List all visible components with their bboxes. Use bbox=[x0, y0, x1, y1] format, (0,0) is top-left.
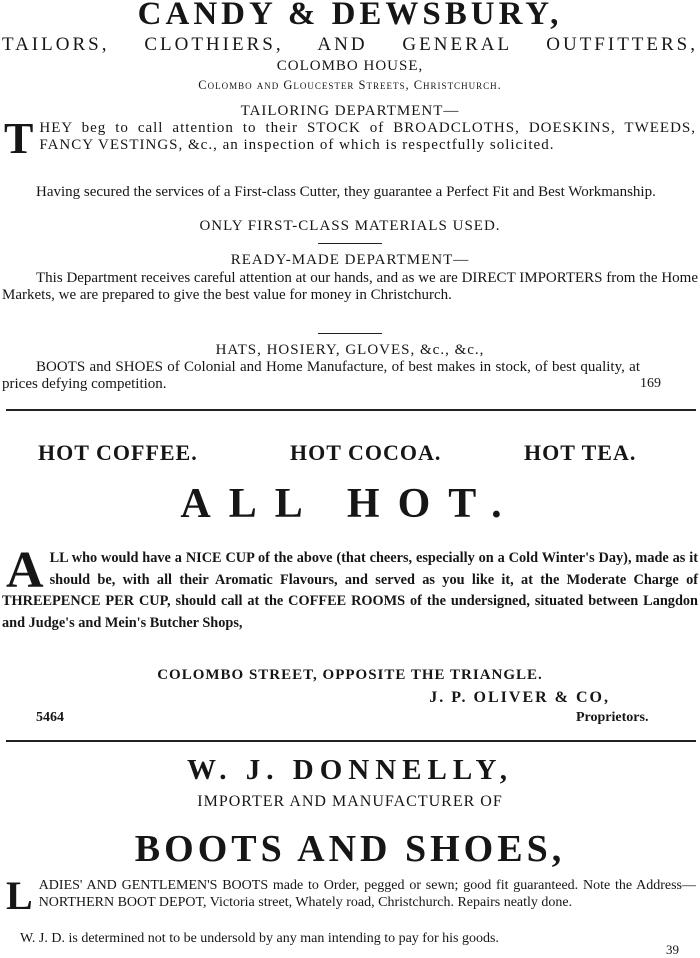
donnelly-name: W. J. DONNELLY, bbox=[186, 754, 514, 786]
undersold-line: W. J. D. is determined not to be undersold by any man intending to pay for his goods. bbox=[20, 931, 499, 946]
proprietors-label: Proprietors. bbox=[576, 710, 649, 725]
all-hot-headline: ALL HOT. bbox=[180, 481, 520, 527]
drop-cap-a: A bbox=[6, 542, 44, 599]
coffee-rooms-text: LL who would have a NICE CUP of the above (that cheers, especially on a Cold Winter's Day), made as it should be, with all their Aromatic Flavours, and served as you like it, at the Moderate Charge of THREEPENCE PER CUP, should call at the COFFEE ROOMS of the undersigned, situated between Langdon and Judge's and Mein's Butcher Shops, bbox=[2, 550, 698, 631]
house-name: COLOMBO HOUSE, bbox=[276, 58, 424, 74]
drop-cap-t: T bbox=[4, 114, 34, 163]
readymade-paragraph: This Department receives careful attention at our hands, and as we are DIRECT IMPORTERS from the Home Markets, we are prepared to give the best value for money in Christchurch. bbox=[2, 270, 698, 303]
proprietor-name: J. P. OLIVER & CO, bbox=[429, 689, 610, 706]
cutter-paragraph: Having secured the services of a First-class Cutter, they guarantee a Perfect Fit and Best Workmanship. bbox=[36, 184, 656, 200]
materials-line: ONLY FIRST-CLASS MATERIALS USED. bbox=[199, 218, 501, 234]
boots-headline: BOOTS AND SHOES, bbox=[134, 828, 566, 870]
street-line: COLOMBO STREET, OPPOSITE THE TRIANGLE. bbox=[157, 667, 543, 683]
hot-coffee: HOT COFFEE. bbox=[38, 440, 198, 465]
boots-paragraph: BOOTS and SHOES of Colonial and Home Manufacture, of best makes in stock, of best quality, at prices defying competition. bbox=[2, 359, 640, 392]
hot-drinks-line bbox=[0, 440, 700, 470]
section-divider bbox=[6, 409, 696, 411]
tailoring-heading: TAILORING DEPARTMENT— bbox=[240, 103, 460, 119]
boots-paragraph bbox=[0, 873, 700, 918]
section-divider bbox=[6, 740, 696, 742]
ad-number: 5464 bbox=[36, 710, 64, 725]
short-divider bbox=[318, 243, 382, 244]
hot-cocoa: HOT COCOA. bbox=[290, 440, 442, 465]
short-divider bbox=[318, 333, 382, 334]
trades-line: TAILORS, CLOTHIERS, AND GENERAL OUTFITTERS, bbox=[2, 34, 698, 55]
address-line: Colombo and Gloucester Streets, Christchurch. bbox=[198, 78, 502, 92]
hats-heading: HATS, HOSIERY, GLOVES, &c., &c., bbox=[215, 342, 485, 358]
importer-line: IMPORTER AND MANUFACTURER OF bbox=[197, 793, 503, 810]
readymade-heading: READY-MADE DEPARTMENT— bbox=[230, 252, 470, 268]
coffee-rooms-paragraph bbox=[0, 542, 700, 634]
ad-number: 169 bbox=[640, 376, 661, 391]
drop-cap-l: L bbox=[6, 873, 33, 918]
firm-name: CANDY & DEWSBURY, bbox=[137, 0, 563, 32]
tailoring-paragraph bbox=[0, 114, 700, 163]
tailoring-text: HEY beg to call attention to their STOCK of BROADCLOTHS, DOESKINS, TWEEDS, FANCY VESTINGS, &c., an inspection of which is respectfully solicited. bbox=[39, 120, 696, 153]
hot-tea: HOT TEA. bbox=[524, 440, 637, 465]
ad-number: 39 bbox=[666, 942, 679, 957]
boots-text: ADIES' AND GENTLEMEN'S BOOTS made to Order, pegged or sewn; good fit guaranteed. Note the Address—NORTHERN BOOT DEPOT, Victoria street, Whately road, Christchurch. Repairs neatly done. bbox=[38, 878, 696, 910]
